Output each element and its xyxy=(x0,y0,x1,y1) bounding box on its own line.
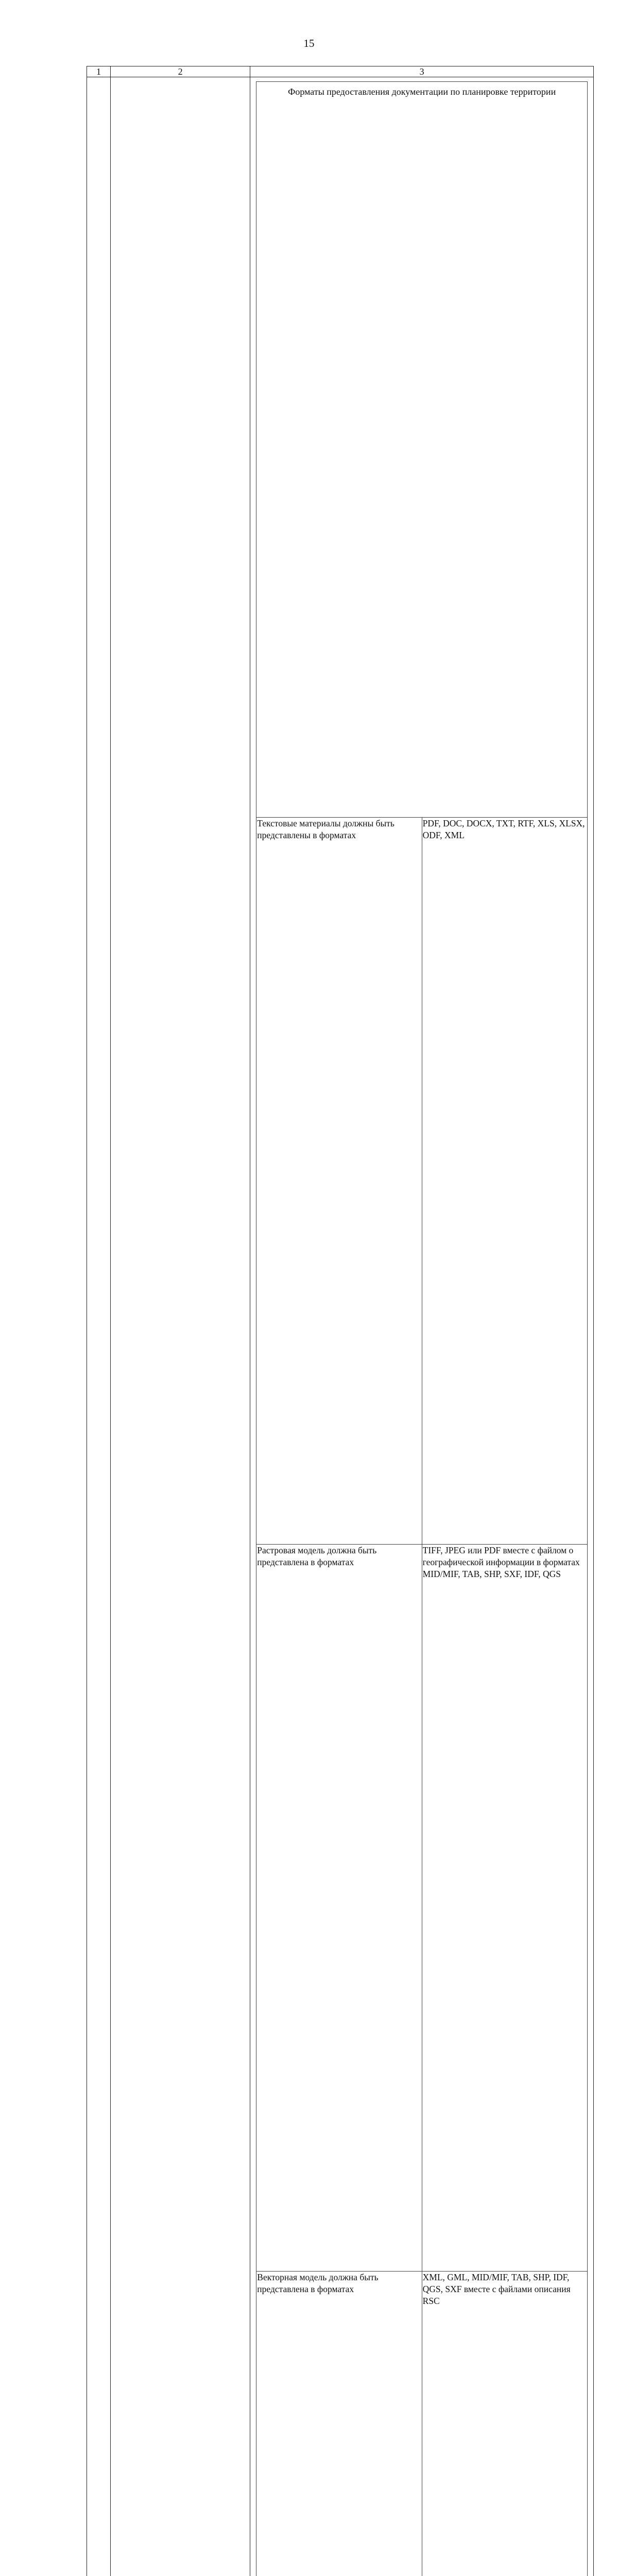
column-number-3: 3 xyxy=(250,66,594,77)
format-values: TIFF, JPEG или PDF вместе с файлом о географической информации в форматах MID/MIF, TAB, SHP, SXF, IDF, QGS xyxy=(422,1545,587,2272)
format-name: Векторная модель должна быть представлена в форматах xyxy=(256,2272,422,2576)
column-number-1: 1 xyxy=(87,66,111,77)
cell-col-3 xyxy=(250,77,594,2576)
format-name: Растровая модель должна быть представлена в форматах xyxy=(256,1545,422,2272)
cell-col-2 xyxy=(111,77,250,2576)
content-row xyxy=(87,77,594,2576)
column-number-2: 2 xyxy=(111,66,250,77)
page-number: 15 xyxy=(0,37,618,50)
format-name: Текстовые материалы должны быть представлены в форматах xyxy=(256,818,422,1545)
formats-table-title: Форматы предоставления документации по планировке территории xyxy=(256,82,588,818)
cell-col-1 xyxy=(87,77,111,2576)
formats-row-raster xyxy=(256,1545,588,2272)
column-numbers-row xyxy=(87,66,594,77)
formats-row-vector xyxy=(256,2272,588,2576)
format-values: XML, GML, MID/MIF, TAB, SHP, IDF, QGS, SXF вместе с файлами описания RSC xyxy=(422,2272,587,2576)
formats-row-text xyxy=(256,818,588,1545)
main-table xyxy=(87,66,594,2576)
formats-table xyxy=(256,81,588,2576)
format-values: PDF, DOC, DOCX, TXT, RTF, XLS, XLSX, ODF, XML xyxy=(422,818,587,1545)
